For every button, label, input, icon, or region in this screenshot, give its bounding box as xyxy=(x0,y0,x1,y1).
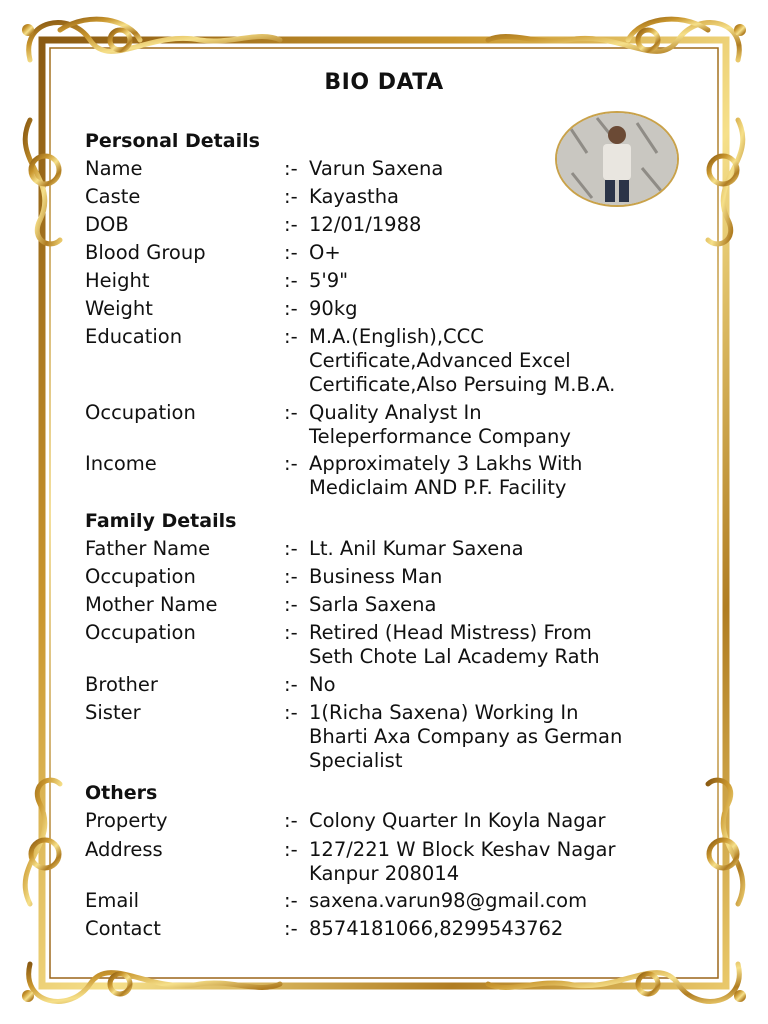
section-heading-others: Others xyxy=(85,782,158,804)
section-heading-personal: Personal Details xyxy=(85,130,260,152)
page-title: BIO DATA xyxy=(324,70,444,95)
section-heading-family: Family Details xyxy=(85,510,237,532)
